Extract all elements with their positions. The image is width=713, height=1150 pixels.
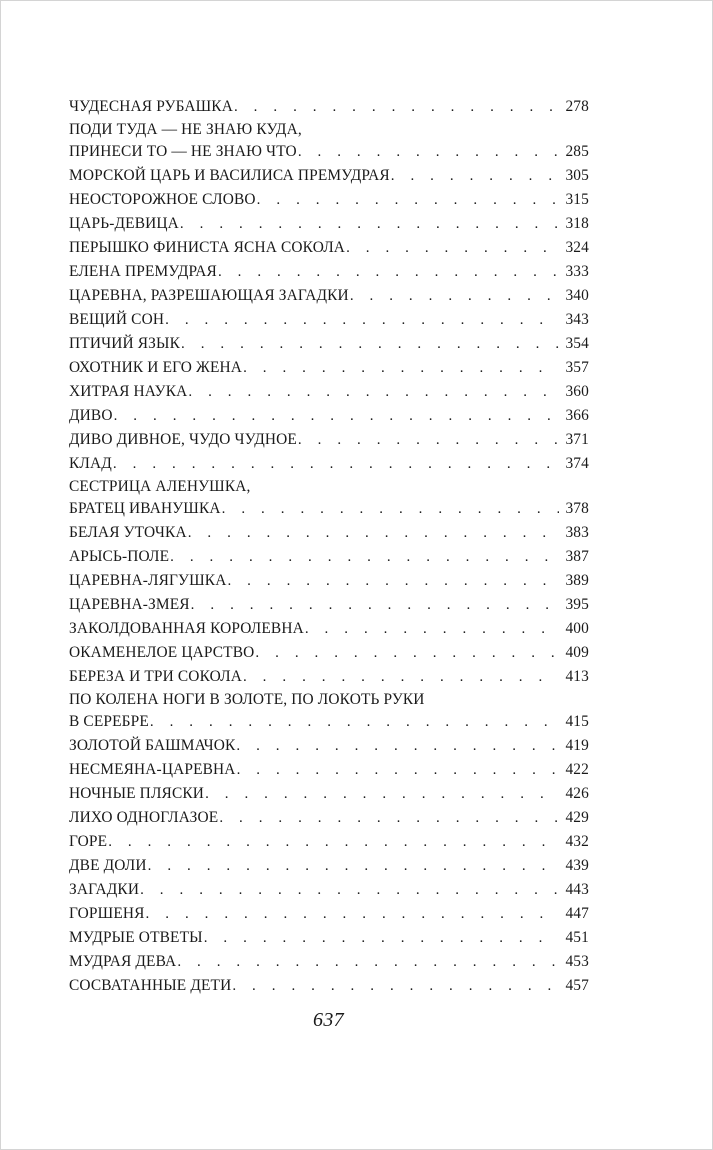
toc-entry-title: ЦАРЕВНА-ЗМЕЯ — [69, 596, 190, 613]
toc-entry — [69, 380, 589, 404]
toc-entry — [69, 428, 589, 452]
toc-entry-title: ЧУДЕСНАЯ РУБАШКА — [69, 98, 233, 115]
toc-entry-title: НЕСМЕЯНА-ЦАРЕВНА — [69, 761, 236, 778]
toc-entry-line — [69, 617, 589, 641]
toc-entry — [69, 545, 589, 569]
toc-entry-page-number: 315 — [565, 191, 589, 208]
toc-entry-page-number: 419 — [565, 737, 589, 754]
dot-leader — [346, 236, 559, 260]
toc-entry-page-number: 278 — [565, 98, 589, 115]
toc-entry — [69, 758, 589, 782]
toc-entry-line — [69, 164, 589, 188]
toc-entry — [69, 689, 589, 734]
toc-entry-line — [69, 188, 589, 212]
page-number: 637 — [313, 1009, 344, 1031]
dot-leader — [350, 284, 559, 308]
dot-leader — [113, 452, 559, 476]
toc-entry-page-number: 453 — [565, 953, 589, 970]
toc-entry-line — [69, 497, 589, 521]
dot-leader — [236, 734, 559, 758]
toc-entry-title: В СЕРЕБРЕ — [69, 713, 149, 730]
toc-entry — [69, 734, 589, 758]
dot-leader — [305, 617, 559, 641]
toc-entry-title: ЕЛЕНА ПРЕМУДРАЯ — [69, 263, 217, 280]
dot-leader — [234, 95, 559, 119]
toc-entry-page-number: 443 — [565, 881, 589, 898]
toc-entry-line — [69, 260, 589, 284]
toc-entry-page-number: 360 — [565, 383, 589, 400]
toc-entry-line — [69, 854, 589, 878]
toc-entry-title: ПРИНЕСИ ТО — НЕ ЗНАЮ ЧТО — [69, 143, 297, 160]
toc-entry — [69, 569, 589, 593]
toc-entry-title: ГОРШЕНЯ — [69, 905, 145, 922]
toc-entry-page-number: 383 — [565, 524, 589, 541]
toc-entry-page-number: 378 — [565, 500, 589, 517]
toc-entry-page-number: 415 — [565, 713, 589, 730]
dot-leader — [165, 308, 559, 332]
dot-leader — [298, 140, 559, 164]
toc-entry — [69, 236, 589, 260]
toc-entry-line — [69, 95, 589, 119]
toc-entry-title: ДИВО ДИВНОЕ, ЧУДО ЧУДНОЕ — [69, 431, 297, 448]
toc-entry-title-line: ПО КОЛЕНА НОГИ В ЗОЛОТЕ, ПО ЛОКОТЬ РУКИ — [69, 691, 425, 708]
toc-entry-page-number: 447 — [565, 905, 589, 922]
toc-entry-page-number: 395 — [565, 596, 589, 613]
dot-leader — [188, 380, 559, 404]
toc-entry-line — [69, 782, 589, 806]
toc-entry-page-number: 426 — [565, 785, 589, 802]
toc-entry-title: СОСВАТАННЫЕ ДЕТИ — [69, 977, 232, 994]
dot-leader — [237, 758, 559, 782]
toc-entry-page-number: 413 — [565, 668, 589, 685]
toc-entry — [69, 617, 589, 641]
toc-entry-title: ВЕЩИЙ СОН — [69, 311, 165, 328]
dot-leader — [191, 593, 559, 617]
toc-entry-line — [69, 641, 589, 665]
toc-entry — [69, 806, 589, 830]
dot-leader — [391, 164, 559, 188]
toc-entry-line — [69, 452, 589, 476]
toc-entry-title: БРАТЕЦ ИВАНУШКА — [69, 500, 221, 517]
dot-leader — [219, 806, 559, 830]
dot-leader — [108, 830, 559, 854]
toc-entry — [69, 164, 589, 188]
toc-entry — [69, 641, 589, 665]
toc-entry-title: БЕРЕЗА И ТРИ СОКОЛА — [69, 668, 242, 685]
dot-leader — [177, 950, 559, 974]
toc-entry — [69, 260, 589, 284]
toc-entry-title: ХИТРАЯ НАУКА — [69, 383, 188, 400]
toc-entry — [69, 119, 589, 164]
toc-entry-page-number: 340 — [565, 287, 589, 304]
toc-entry-line — [69, 545, 589, 569]
toc-entry-line — [69, 308, 589, 332]
toc-entry-line — [69, 140, 589, 164]
toc-entry — [69, 926, 589, 950]
toc-entry-line — [69, 758, 589, 782]
toc-entry — [69, 308, 589, 332]
toc-entry-line — [69, 710, 589, 734]
toc-entry-page-number: 387 — [565, 548, 589, 565]
dot-leader — [188, 521, 559, 545]
dot-leader — [150, 710, 559, 734]
toc-entry — [69, 284, 589, 308]
toc-entry-title: ЗАКОЛДОВАННАЯ КОРОЛЕВНА — [69, 620, 304, 637]
toc-entry-line — [69, 950, 589, 974]
toc-entry — [69, 521, 589, 545]
toc-entry-title: БЕЛАЯ УТОЧКА — [69, 524, 187, 541]
toc-entry — [69, 902, 589, 926]
toc-entry-page-number: 429 — [565, 809, 589, 826]
toc-entry — [69, 188, 589, 212]
toc-entry-title: ДВЕ ДОЛИ — [69, 857, 147, 874]
toc-entry-title: МОРСКОЙ ЦАРЬ И ВАСИЛИСА ПРЕМУДРАЯ — [69, 167, 390, 184]
dot-leader — [180, 212, 559, 236]
dot-leader — [181, 332, 559, 356]
toc-entry-page-number: 432 — [565, 833, 589, 850]
dot-leader — [140, 878, 559, 902]
dot-leader — [205, 782, 559, 806]
toc-entry-line — [69, 404, 589, 428]
toc-entry-line — [69, 974, 589, 998]
toc-entry-page-number: 374 — [565, 455, 589, 472]
toc-entry-title: НЕОСТОРОЖНОЕ СЛОВО — [69, 191, 256, 208]
dot-leader — [148, 854, 559, 878]
dot-leader — [255, 641, 559, 665]
toc-entry-line — [69, 569, 589, 593]
toc-entry-title: ДИВО — [69, 407, 113, 424]
toc-entry-title-line: СЕСТРИЦА АЛЕНУШКА, — [69, 478, 251, 495]
toc-entry-title: ПЕРЫШКО ФИНИСТА ЯСНА СОКОЛА — [69, 239, 346, 256]
toc-entry-line — [69, 734, 589, 758]
toc-entry-title: ЛИХО ОДНОГЛАЗОЕ — [69, 809, 219, 826]
toc-entry-page-number: 333 — [565, 263, 589, 280]
toc-entry-title: МУДРАЯ ДЕВА — [69, 953, 177, 970]
toc-entry — [69, 356, 589, 380]
dot-leader — [146, 902, 559, 926]
toc-entry-title-line: ПОДИ ТУДА — НЕ ЗНАЮ КУДА, — [69, 121, 302, 138]
toc-entry-page-number: 318 — [565, 215, 589, 232]
toc-entry-title: ПТИЧИЙ ЯЗЫК — [69, 335, 181, 352]
dot-leader — [257, 188, 559, 212]
dot-leader — [222, 497, 559, 521]
toc-entry — [69, 404, 589, 428]
toc-entry-title: КЛАД — [69, 455, 112, 472]
toc-entry-title: ГОРЕ — [69, 833, 108, 850]
toc-entry-title: ОКАМЕНЕЛОЕ ЦАРСТВО — [69, 644, 255, 661]
toc-entry-line — [69, 212, 589, 236]
toc-entry — [69, 212, 589, 236]
dot-leader — [298, 428, 559, 452]
dot-leader — [170, 545, 559, 569]
toc-entry-line — [69, 521, 589, 545]
toc-entry — [69, 974, 589, 998]
toc-entry-line — [69, 902, 589, 926]
toc-entry-page-number: 285 — [565, 143, 589, 160]
toc-entry — [69, 332, 589, 356]
toc-entry-line — [69, 380, 589, 404]
toc-entry — [69, 830, 589, 854]
table-of-contents — [69, 95, 589, 998]
dot-leader — [114, 404, 559, 428]
toc-entry — [69, 476, 589, 521]
toc-entry-title: ЦАРЕВНА-ЛЯГУШКА — [69, 572, 227, 589]
toc-entry-line — [69, 830, 589, 854]
toc-entry-title: МУДРЫЕ ОТВЕТЫ — [69, 929, 203, 946]
toc-entry-line — [69, 665, 589, 689]
toc-entry-line — [69, 878, 589, 902]
dot-leader — [232, 974, 559, 998]
toc-entry-title: НОЧНЫЕ ПЛЯСКИ — [69, 785, 205, 802]
toc-entry-line — [69, 332, 589, 356]
toc-entry — [69, 782, 589, 806]
toc-entry-line — [69, 428, 589, 452]
dot-leader — [227, 569, 559, 593]
toc-entry-line — [69, 236, 589, 260]
toc-entry-page-number: 457 — [565, 977, 589, 994]
toc-entry-page-number: 371 — [565, 431, 589, 448]
toc-entry-title: ЗАГАДКИ — [69, 881, 140, 898]
toc-entry-line — [69, 356, 589, 380]
toc-entry-line — [69, 593, 589, 617]
toc-entry-page-number: 451 — [565, 929, 589, 946]
toc-entry-line — [69, 926, 589, 950]
toc-entry — [69, 854, 589, 878]
toc-entry-line — [69, 806, 589, 830]
dot-leader — [243, 356, 559, 380]
toc-entry — [69, 950, 589, 974]
toc-entry — [69, 452, 589, 476]
dot-leader — [243, 665, 559, 689]
toc-entry-page-number: 439 — [565, 857, 589, 874]
toc-entry-page-number: 400 — [565, 620, 589, 637]
toc-entry-page-number: 422 — [565, 761, 589, 778]
toc-entry-page-number: 343 — [565, 311, 589, 328]
toc-entry-page-number: 409 — [565, 644, 589, 661]
dot-leader — [218, 260, 559, 284]
toc-entry — [69, 665, 589, 689]
toc-entry — [69, 593, 589, 617]
toc-entry-title: ЗОЛОТОЙ БАШМАЧОК — [69, 737, 236, 754]
toc-entry-title: ОХОТНИК И ЕГО ЖЕНА — [69, 359, 243, 376]
toc-entry-title: АРЫСЬ-ПОЛЕ — [69, 548, 170, 565]
toc-entry-line — [69, 284, 589, 308]
toc-entry-title: ЦАРЬ-ДЕВИЦА — [69, 215, 179, 232]
toc-entry-page-number: 366 — [565, 407, 589, 424]
dot-leader — [204, 926, 559, 950]
toc-entry-page-number: 324 — [565, 239, 589, 256]
toc-entry-page-number: 389 — [565, 572, 589, 589]
toc-entry — [69, 95, 589, 119]
toc-entry-page-number: 354 — [565, 335, 589, 352]
toc-entry-title: ЦАРЕВНА, РАЗРЕШАЮЩАЯ ЗАГАДКИ — [69, 287, 349, 304]
toc-entry — [69, 878, 589, 902]
toc-entry-page-number: 357 — [565, 359, 589, 376]
toc-entry-page-number: 305 — [565, 167, 589, 184]
